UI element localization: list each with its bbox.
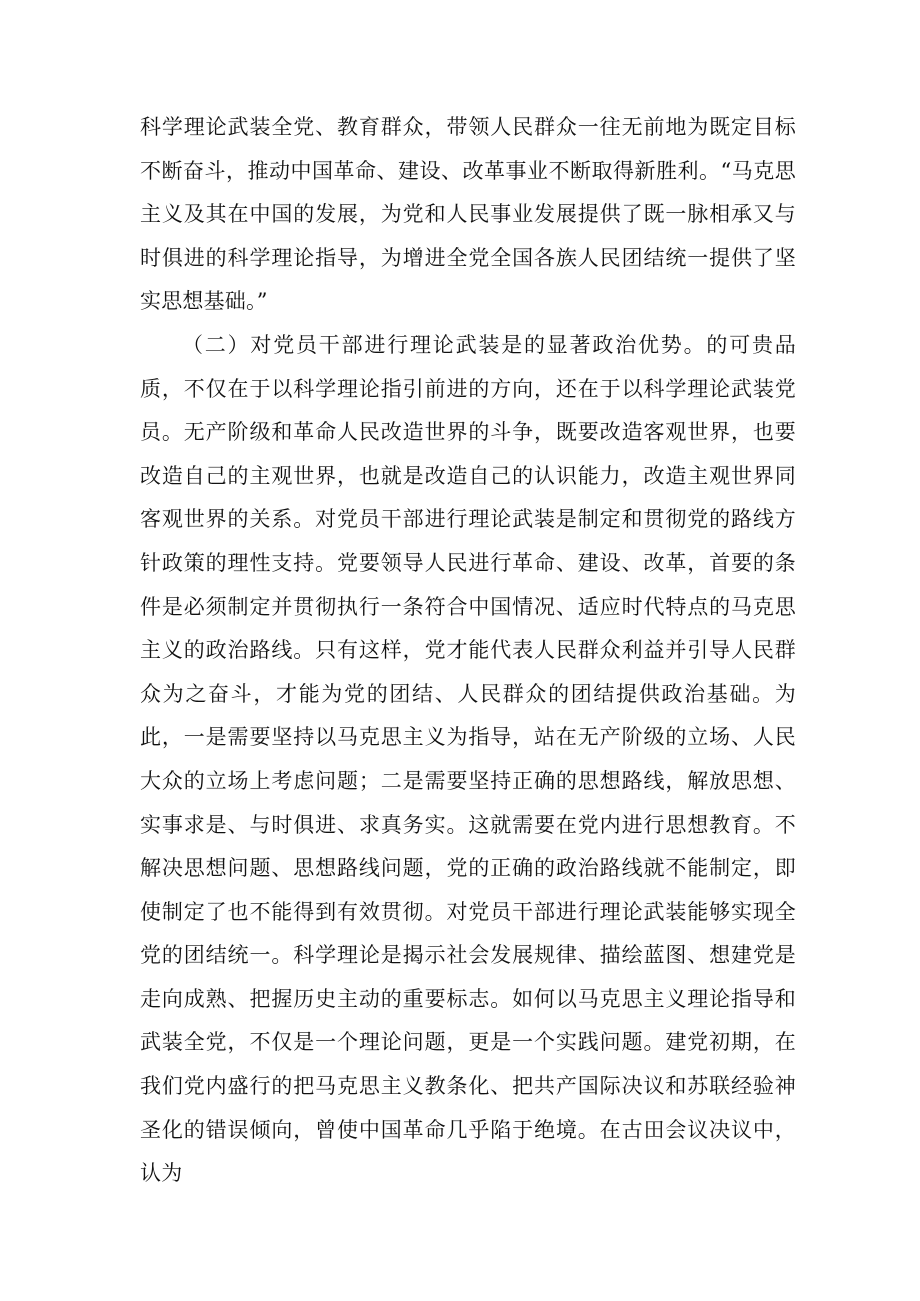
paragraph-section-two: （二）对党员干部进行理论武装是的显著政治优势。的可贵品质，不仅在于以科学理论指引前进的方向，还在于以科学理论武装党员。无产阶级和革命人民改造世界的斗争，既要改造客观世界，也要改造自己的主观世界，也就是改造自己的认识能力，改造主观世界同客观世界的关系。对党员干部进行理论武装是制定和贯彻党的路线方针政策的理性支持。党要领导人民进行革命、建设、改革，首要的条件是必须制定并贯彻执行一条符合中国情况、适应时代特点的马克思主义的政治路线。只有这样，党才能代表人民群众利益并引导人民群众为之奋斗，才能为党的团结、人民群众的团结提供政治基础。为此，一是需要坚持以马克思主义为指导，站在无产阶级的立场、人民大众的立场上考虑问题；二是需要坚持正确的思想路线，解放思想、实事求是、与时俱进、求真务实。这就需要在党内进行思想教育。不解决思想问题、思想路线问题，党的正确的政治路线就不能制定，即使制定了也不能得到有效贯彻。对党员干部进行理论武装能够实现全党的团结统一。科学理论是揭示社会发展规律、描绘蓝图、想建党是走向成熟、把握历史主动的重要标志。如何以马克思主义理论指导和武装全党，不仅是一个理论问题，更是一个实践问题。建党初期，在我们党内盛行的把马克思主义教条化、把共产国际决议和苏联经验神圣化的错误倾向，曾使中国革命几乎陷于绝境。在古田会议决议中，认为 xyxy=(140,332,796,1186)
paragraph-continuation: 科学理论武装全党、教育群众，带领人民群众一往无前地为既定目标不断奋斗，推动中国革命、建设、改革事业不断取得新胜利。“马克思主义及其在中国的发展，为党和人民事业发展提供了既一脉相承又与时俱进的科学理论指导，为增进全党全国各族人民团结统一提供了坚实思想基础。” xyxy=(140,115,796,314)
document-body xyxy=(140,106,796,1196)
